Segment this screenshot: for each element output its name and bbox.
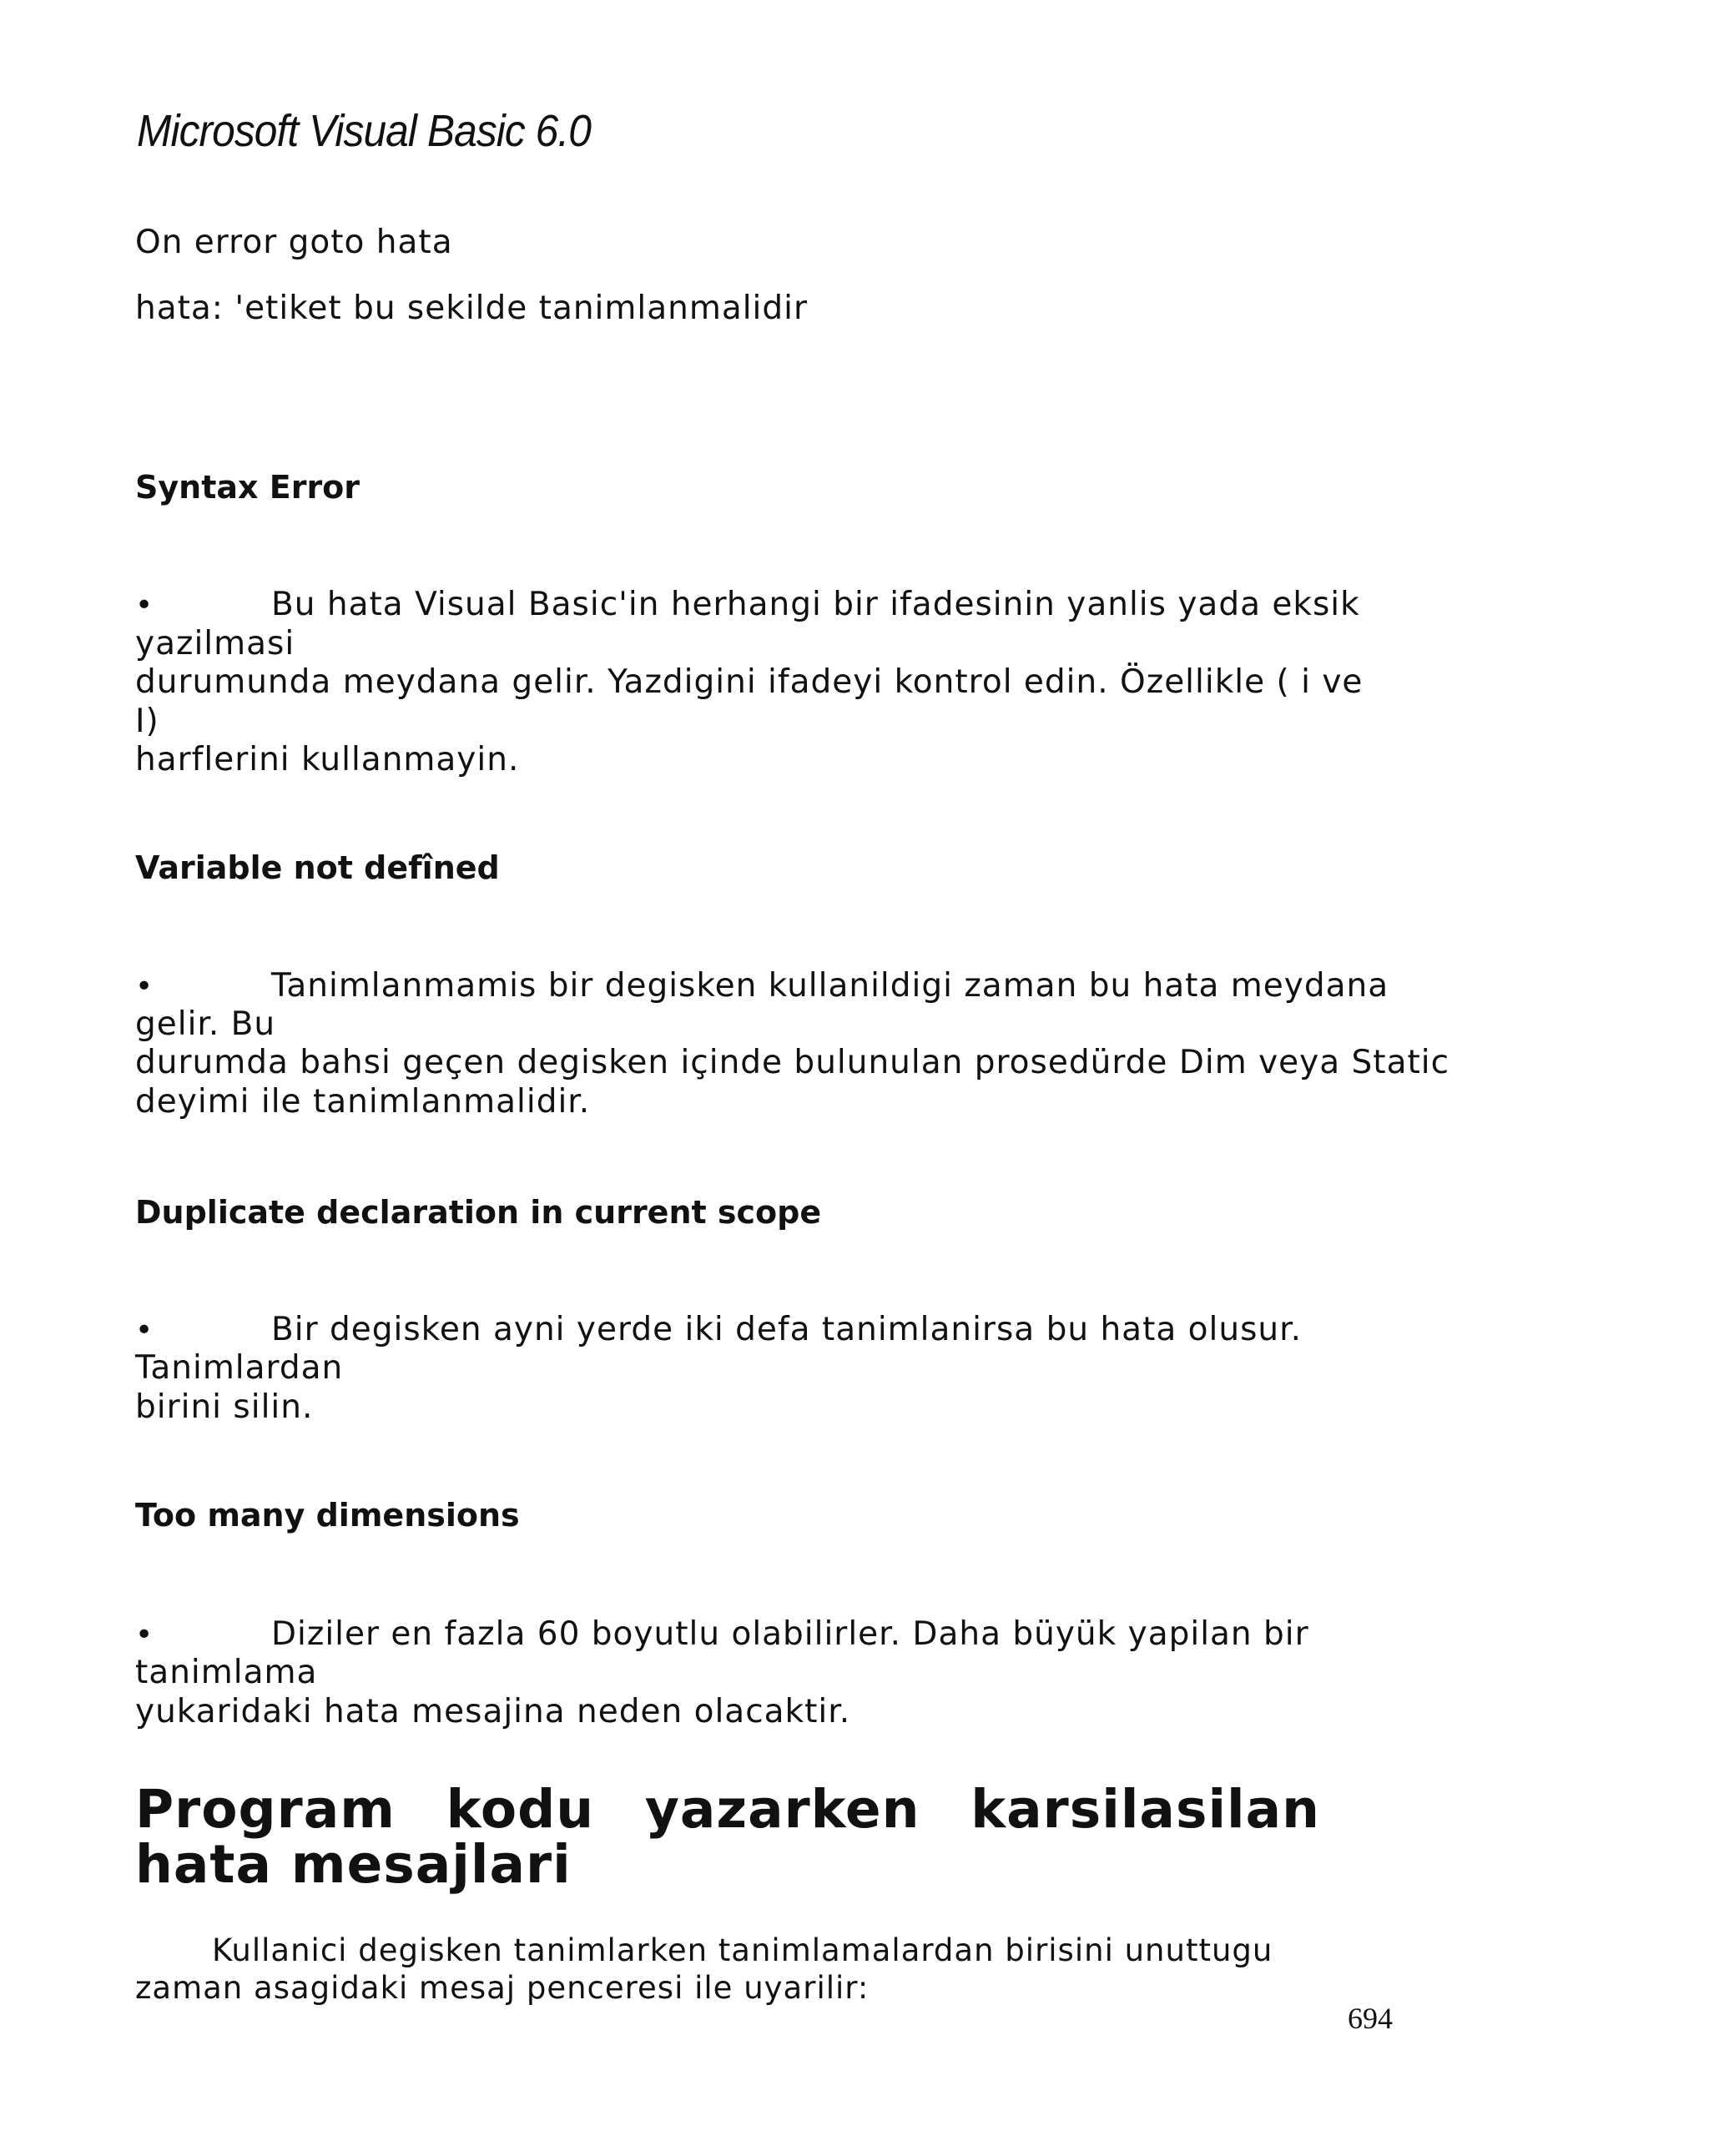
code-line: hata: 'etiket bu sekilde tanimlanmalidir xyxy=(135,290,809,327)
section-heading: Syntax Error xyxy=(135,469,360,506)
body-line: Tanimlanmamis bir degisken kullanildigi zaman bu hata meydana xyxy=(271,967,1389,1005)
body-line: birini silin. xyxy=(135,1388,314,1426)
body-line: yukaridaki hata mesajina neden olacaktir. xyxy=(135,1693,851,1730)
body-line: Tanimlardan xyxy=(135,1349,344,1387)
body-line: yazilmasi xyxy=(135,625,295,662)
body-line: durumda bahsi geçen degisken içinde bulunulan prosedürde Dim veya Static xyxy=(135,1044,1450,1081)
bullet-icon: • xyxy=(135,1313,154,1348)
body-line: Bir degisken ayni yerde iki defa tanimlanirsa bu hata olusur. xyxy=(271,1311,1302,1348)
body-line: I) xyxy=(135,703,159,740)
body-line: tanimlama xyxy=(135,1654,318,1691)
section-heading: Variable not defîned xyxy=(135,849,500,886)
main-heading: Program kodu yazarken karsilasilan hata mesajlari xyxy=(135,1779,1320,1895)
body-line: Bu hata Visual Basic'in herhangi bir ifadesinin yanlis yada eksik xyxy=(271,586,1360,623)
page-number: 694 xyxy=(1348,2002,1393,2035)
running-header: Microsoft Visual Basic 6.0 xyxy=(137,106,591,156)
bullet-icon: • xyxy=(135,970,154,1004)
section-heading: Too many dimensions xyxy=(135,1497,520,1534)
paragraph-line: Kullanici degisken tanimlarken tanimlamalardan birisini unuttugu xyxy=(212,1932,1273,1968)
body-line: harflerini kullanmayin. xyxy=(135,741,520,778)
paragraph-line: zaman asagidaki mesaj penceresi ile uyarilir: xyxy=(135,1970,870,2006)
body-line: deyimi ile tanimlanmalidir. xyxy=(135,1083,591,1121)
code-line: On error goto hata xyxy=(135,224,453,261)
body-line: Diziler en fazla 60 boyutlu olabilirler. Daha büyük yapilan bir xyxy=(271,1615,1309,1653)
bullet-icon: • xyxy=(135,588,154,622)
bullet-icon: • xyxy=(135,1618,154,1652)
body-line: durumunda meydana gelir. Yazdigini ifadeyi kontrol edin. Özellikle ( i ve xyxy=(135,663,1364,701)
section-heading: Duplicate declaration in current scope xyxy=(135,1194,822,1231)
body-line: gelir. Bu xyxy=(135,1005,276,1043)
